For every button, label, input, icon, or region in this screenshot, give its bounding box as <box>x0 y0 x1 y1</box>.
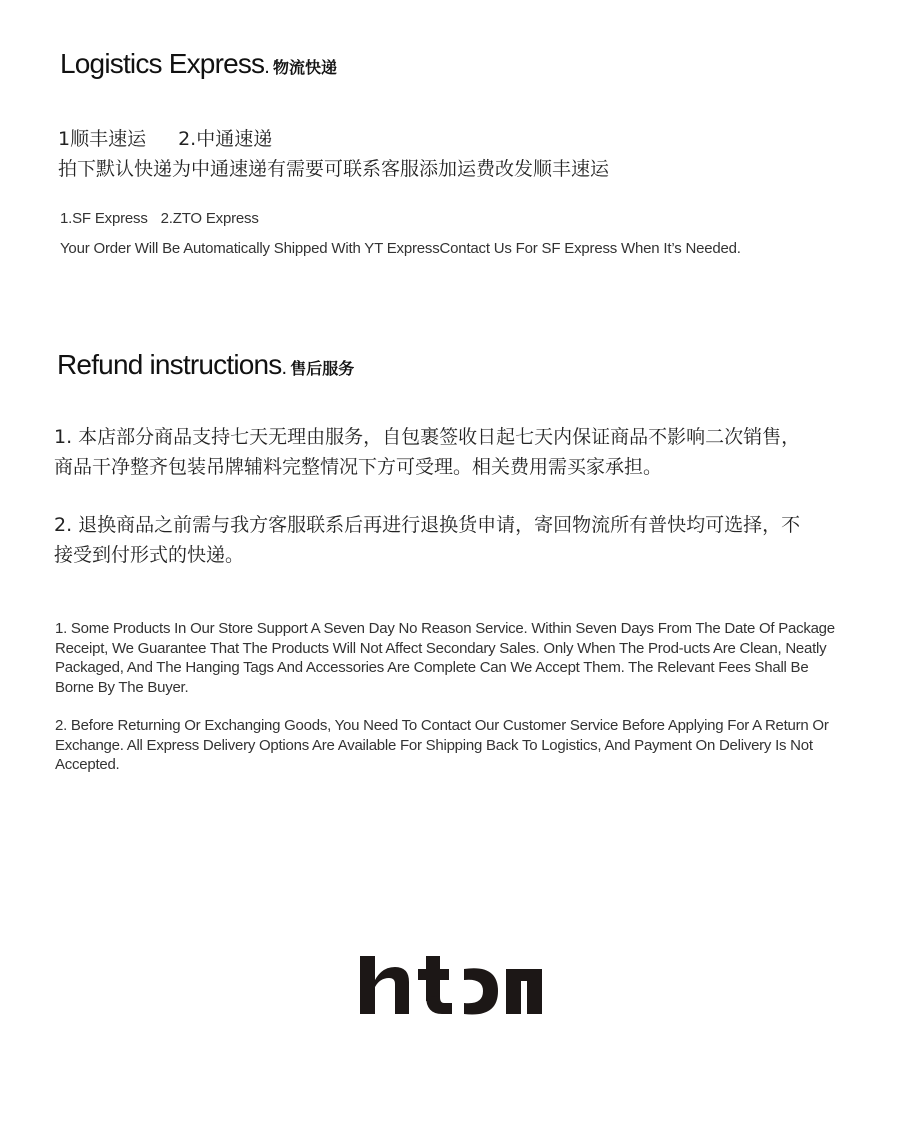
logistics-heading <box>60 48 337 80</box>
option-sf-cn: 1顺丰速运 <box>58 128 147 150</box>
refund-p2-en: 2. Before Returning Or Exchanging Goods, You Need To Contact Our Customer Service Before Applying For A Return Or Exchange. All Express Delivery Options Are Available For Shipping Back To Logistics, And Payment On Delivery Is Not Accepted. <box>55 717 829 773</box>
refund-title-cn: 售后服务 <box>290 359 355 378</box>
brand-logo <box>358 950 544 1022</box>
option-sf-en: 1.SF Express <box>60 210 148 227</box>
refund-p1-cn-line2: 商品干净整齐包装吊牌辅料完整情况下方可受理。相关费用需买家承担。 <box>54 456 663 478</box>
logistics-title-dot: . <box>264 56 270 78</box>
logistics-title-en: Logistics Express <box>60 48 265 79</box>
shipping-note-en: Your Order Will Be Automatically Shipped With YT ExpressContact Us For SF Express When It’s Needed. <box>60 240 741 257</box>
option-zto-cn: 2.中通速递 <box>178 128 273 150</box>
shipping-note-cn: 拍下默认快递为中通速递有需要可联系客服添加运费改发顺丰速运 <box>58 158 610 180</box>
refund-p2-cn-line2: 接受到付形式的快递。 <box>54 544 245 566</box>
shipping-options-en <box>60 210 259 227</box>
logistics-title-cn: 物流快递 <box>273 58 338 77</box>
refund-p1-cn-line1: 1. 本店部分商品支持七天无理由服务，自包裹签收日起七天内保证商品不影响二次销售， <box>54 426 801 448</box>
option-zto-en: 2.ZTO Express <box>160 210 259 227</box>
refund-title-dot: . <box>281 357 287 379</box>
refund-title-en: Refund instructions <box>57 349 282 380</box>
shipping-options-cn <box>58 124 272 151</box>
refund-p2-cn-line1: 2. 退换商品之前需与我方客服联系后再进行退换货申请，寄回物流所有普快均可选择，不 <box>54 514 801 536</box>
refund-p1-en: 1. Some Products In Our Store Support A Seven Day No Reason Service. Within Seven Days From The Date Of Package Receipt, We Guarantee That The Products Will Not Affect Secondary Sales. Only When The Prod-ucts Are Clean, Neatly Packaged, And The Hanging Tags And Accessories Are Complete Can We Accept Them. The Relevant Fees Shall Be Borne By The Buyer. <box>55 620 835 696</box>
refund-heading <box>57 349 354 381</box>
brand-logo-mark <box>360 956 542 1015</box>
